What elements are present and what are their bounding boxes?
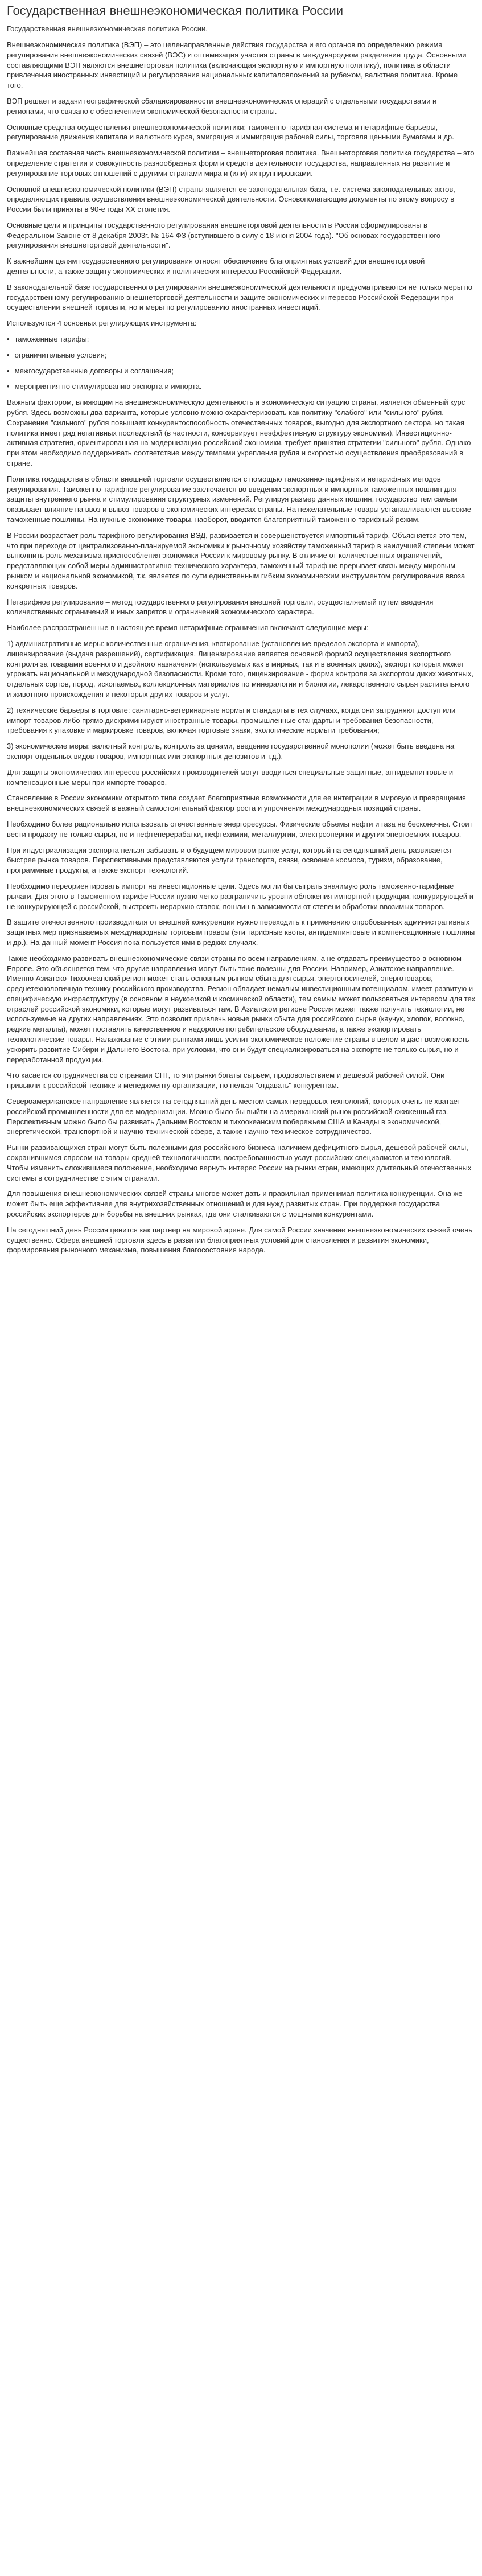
paragraph: Становление в России экономики открытого типа создает благоприятные возможности для ее интеграции в мировую и превращения внешнеэкономических связей в важный самостоятельный фактор роста и упрочнения международных позиций страны. [7, 794, 466, 813]
paragraph: Североамериканское направление является на сегодняшний день местом самых передовых технологий, которых очень не хватает российской промышленности для ее модернизации. Можно было бы выйти на американский рынок российской сжиженный газ. Перспективным можно было бы развивать Дальним Востоком и тихоокеанским побережьем США и Канады в экономической, энергетической, транспортной и научно-технической сфере, а также научно-техническое сотрудничество. [7, 1097, 461, 1136]
list-item-text: межгосударственные договоры и соглашения; [14, 366, 174, 375]
paragraph: Важным фактором, влияющим на внешнеэкономическую деятельность и экономическую ситуацию страны, является обменный курс рубля. Здесь возможны два варианта, которые условно можно охарактеризовать как политику "слабого" или "сильного" рубля. Сохранение "сильного" рубля повышает конкурентоспособность отечественных товаров, выгодно для экспортного сектора, но такая политика имеет ряд негативных последствий (в частности, консервирует неэффективную структуру экономики). Инвестиционно-активная стратегия, ориентированная на модернизацию российской экономики, требует принятия стратегии "сильного" рубля. Однако при этом необходимо поддерживать соответствие между темпами укрепления рубля и скоростью осуществления преобразований в стране. [7, 398, 471, 468]
bullet-icon: • [7, 366, 10, 375]
paragraph: 1) административные меры: количественные ограничения, квотирование (установление пределов экспорта и импорта), лицензирование (выдача разрешений), сертификация. Лицензирование является основной формой осуществления экспортного контроля за товарами военного и двойного назначения (используемых как в мирных, так и в военных целях), экспорт которых может угрожать национальной и международной безопасности. Кроме того, лицензирование - форма контроля за экспортом диких животных, отдельных сортов, пород, ископаемых, коллекционных материалов по минералогии и биологии, лекарственного сырья растительного и животного происхождения и некоторых других товаров и услуг. [7, 639, 473, 699]
paragraph: ВЭП решает и задачи географической сбалансированности внешнеэкономических операций с отдельными государствами и регионами, что связано с обеспечением экономической безопасности страны. [7, 96, 437, 116]
paragraph: Наиболее распространенные в настоящее время нетарифные ограничения включают следующие меры: [7, 623, 369, 632]
paragraph: Необходимо переориентировать импорт на инвестиционные цели. Здесь могли бы сыграть значимую роль таможенно-тарифные рычаги. Для этого в Таможенном тарифе России нужно четко разграничить уровни обложения импортной продукции, конкурирующей и не конкурирующей с российской, выстроить иерархию ставок, пошлин в зависимости от степени обработки ввозимых товаров. [7, 881, 473, 911]
article-body [7, 40, 475, 1255]
paragraph: При индустриализации экспорта нельзя забывать и о будущем мировом рынке услуг, который на сегодняшний день развивается быстрее рынка товаров. Перспективными представляются услуги транспорта, связи, освоение космоса, туризм, образование, программные продукты, а также экспорт технологий. [7, 845, 451, 875]
paragraph: Для повышения внешнеэкономических связей страны многое может дать и правильная применимая политика конкуренции. Она же может быть еще эффективнее для внутрихозяйственных отношений и для нужд развитых стран. При поддержке государства российских экспортеров для борьбы на внешних рынках, где они сталкиваются с мощными конкурентами. [7, 1189, 463, 1219]
bullet-icon: • [7, 350, 10, 359]
list-item [7, 381, 475, 392]
paragraph: Рынки развивающихся стран могут быть полезными для российского бизнеса наличием дефицитного сырья, дешевой рабочей силы, сохранившимся спросом на товары средней технологичности, востребованностью услуг российских специалистов и технологий. Чтобы изменить сложившиеся положение, необходимо вернуть интерес России на рынки стран, имеющих длительный отечественных системы в сотрудничестве с этим странами. [7, 1143, 472, 1182]
paragraph: 3) экономические меры: валютный контроль, контроль за ценами, введение государственной монополии (может быть введена на экспорт отдельных видов товаров, импортных или экспортных депозитов и т.д.). [7, 742, 455, 761]
paragraph: В защите отечественного производителя от внешней конкуренции нужно переходить к применению опробованных административных защитных мер признаваемых международным торговым правом (эти тарифные квоты, антидемпинговые и компенсационные пошлины и др.). На данный момент Россия пока пользуется ими в редких случаях. [7, 918, 475, 947]
paragraph: Нетарифное регулирование – метод государственного регулирования внешней торговли, осуществляемый путем введения количественных ограничений и иных запретов и ограничений экономического характера. [7, 597, 434, 617]
paragraph: Основные цели и принципы государственного регулирования внешнеторговой деятельности в России сформулированы в Федеральном Законе от 8 декабря 2003г. № 164-ФЗ (вступившего в силу с 18 июня 2004 года). "Об основах государственного регулирования внешнеторговой деятельности". [7, 220, 441, 250]
paragraph: В законодательной базе государственного регулирования внешнеэкономической деятельности предусматриваются не только меры по государственному регулированию внешнеторговой деятельности и защите экономических интересов Российской Федерации при осуществлении внешней торговли, но и меры по регулированию иностранных инвестиций. [7, 282, 473, 312]
paragraph: Также необходимо развивать внешнеэкономические связи страны по всем направлениям, а не отдавать преимущество в основном Европе. Это объясняется тем, что другие направления могут быть тоже полезны для России. Например, Азиатское направление. Именно Азиатско-Тихоокеанский регион может стать основным рынком сбыта для сырья, энергоносителей, энерготоваров, среднетехнологичную технику российского производства. Регион обладает немалым инвестиционным потенциалом, имеет развитую и специфическую инфраструктуру (в основном в наукоемкой и космической области), тем самым может пользоваться интересом для тех отраслей российской экономики, которые могут развиваться там. В Азиатском регионе Россия может также получить технологии, не используемые на других направлениях. Это позволит привлечь новые рынки сбыта для российского сырья (каучук, хлопок, волокно, редкие металлы), может поставлять качественное и недорогое потребительское оборудование, а также экспортировать технологические товары. Налаживание с этими рынками лишь усилит экономическое положение страны в целом и даст возможность ускорить развитие Сибири и Дальнего Востока, при условии, что они будут специализироваться на экспорте не только сырья, но и переработанной продукции. [7, 954, 475, 1064]
list-item-text: таможенные тарифы; [14, 335, 89, 344]
paragraph: 2) технические барьеры в торговле: санитарно-ветеринарные нормы и стандарты в тех случаях, когда они затрудняют доступ или импорт товаров либо прямо дискриминируют иностранные товары, промышленные стандарты и требования безопасности, требования к упаковке и маркировке товаров, включая торговые знаки, экологические нормы и требования; [7, 705, 456, 735]
list-item [7, 366, 475, 376]
list-item [7, 334, 475, 344]
list-item-text: мероприятия по стимулированию экспорта и импорта. [14, 382, 202, 391]
paragraph: Политика государства в области внешней торговли осуществляется с помощью таможенно-тарифных и нетарифных методов регулирования. Таможенно-тарифное регулирование заключается во введении экспортных и импортных таможенных пошлин для защиты внутреннего рынка и стимулирования структурных изменений. Регулируя размер данных пошлин, государство тем самым оказывает влияние на ввоз и вывоз товаров в экономических интересах страны. На нежелательные товары устанавливаются высокие таможенные пошлины. На нужные экономике товары, наоборот, вводится благоприятный таможенно-тарифный режим. [7, 474, 471, 524]
instrument-list [7, 334, 475, 392]
paragraph: К важнейшим целям государственного регулирования относят обеспечение благоприятных условий для внешнеторговой деятельности, а также защиту экономических и политических интересов Российской Федерации. [7, 257, 425, 276]
paragraph: Важнейшая составная часть внешнеэкономической политики – внешнеторговая политика. Внешнеторговая политика государства – это определение стратегии и совокупность разнообразных форм и средств деятельности государства, направленных на развитие и регулирование торговых отношений с другими странами мира и (или) их группировками. [7, 149, 475, 178]
bullet-icon: • [7, 335, 10, 344]
paragraph: Что касается сотрудничества со странами СНГ, то эти рынки богаты сырьем, продовольствием и дешевой рабочей силой. Они привыкли к российской технике и менеджменту организации, но нельзя "отдавать" конкурентам. [7, 1071, 445, 1090]
paragraph: Основной внешнеэкономической политики (ВЭП) страны является ее законодательная база, т.е. система законодательных актов, определяющих правила осуществления внешнеэкономической деятельности. Основополагающие документы по этому вопросу в России были приняты в 90-е годы ХХ столетия. [7, 184, 455, 214]
bullet-icon: • [7, 382, 10, 391]
page-title: Государственная внешнеэкономическая политика России [7, 3, 344, 18]
paragraph: На сегодняшний день Россия ценится как партнер на мировой арене. Для самой России значение внешнеэкономических связей очень существенно. Сфера внешней торговли здесь в развитии благоприятных условий для становления и развития экономики, формирования рыночного механизма, повышения благосостояния народа. [7, 1225, 473, 1255]
list-item-text: ограничительные условия; [14, 350, 107, 359]
list-item [7, 350, 475, 360]
paragraph: В России возрастает роль тарифного регулирования ВЭД, развивается и совершенствуется импортный тариф. Объясняется это тем, что при переходе от централизованно-планируемой экономики к рыночному хозяйству таможенный тариф в наилучшей степени может выполнить роль механизма приспособления экономики России к мировому рынку. В отличие от количественных ограничений, представляющих собой меры административно-технического характера, таможенный тариф не прерывает связь между мировым рынком и национальной экономикой, т.к. является по сути единственным гибким экономическим инструментом регулирования ввоза конкретных товаров. [7, 531, 475, 590]
paragraph: Для защиты экономических интересов российских производителей могут вводиться специальные защитные, антидемпинговые и компенсационные меры при импорте товаров. [7, 767, 454, 787]
paragraph: Используются 4 основных регулирующих инструмента: [7, 319, 197, 328]
paragraph: Внешнеэкономическая политика (ВЭП) – это целенаправленные действия государства и его органов по определению режима регулирования внешнеэкономических связей (ВЭС) и оптимизация участия страны в международном разделении труда. Основными составляющими ВЭП являются внешнеторговая политика (включающая экспортную и импортную политику), политика в области привлечения иностранных инвестиций и регулирования национальных капиталовложений за рубежом, валютная политика. Кроме того, [7, 40, 467, 90]
paragraph: Основные средства осуществления внешнеэкономической политики: таможенно-тарифная система и нетарифные барьеры, регулирование движения капитала и валютного курса, эмиграция и иммиграция рабочей силы, торговля ценными бумагами и др. [7, 122, 454, 142]
paragraph: Необходимо более рационально использовать отечественные энергоресурсы. Физические объемы нефти и газа не бесконечны. Стоит вести продажу не только сырья, но и нефтеперерабатки, нефтехимии, металлургии, электроэнергии и других энергоемких товаров. [7, 819, 473, 839]
article-subtitle: Государственная внешнеэкономическая политика России. [7, 24, 208, 34]
